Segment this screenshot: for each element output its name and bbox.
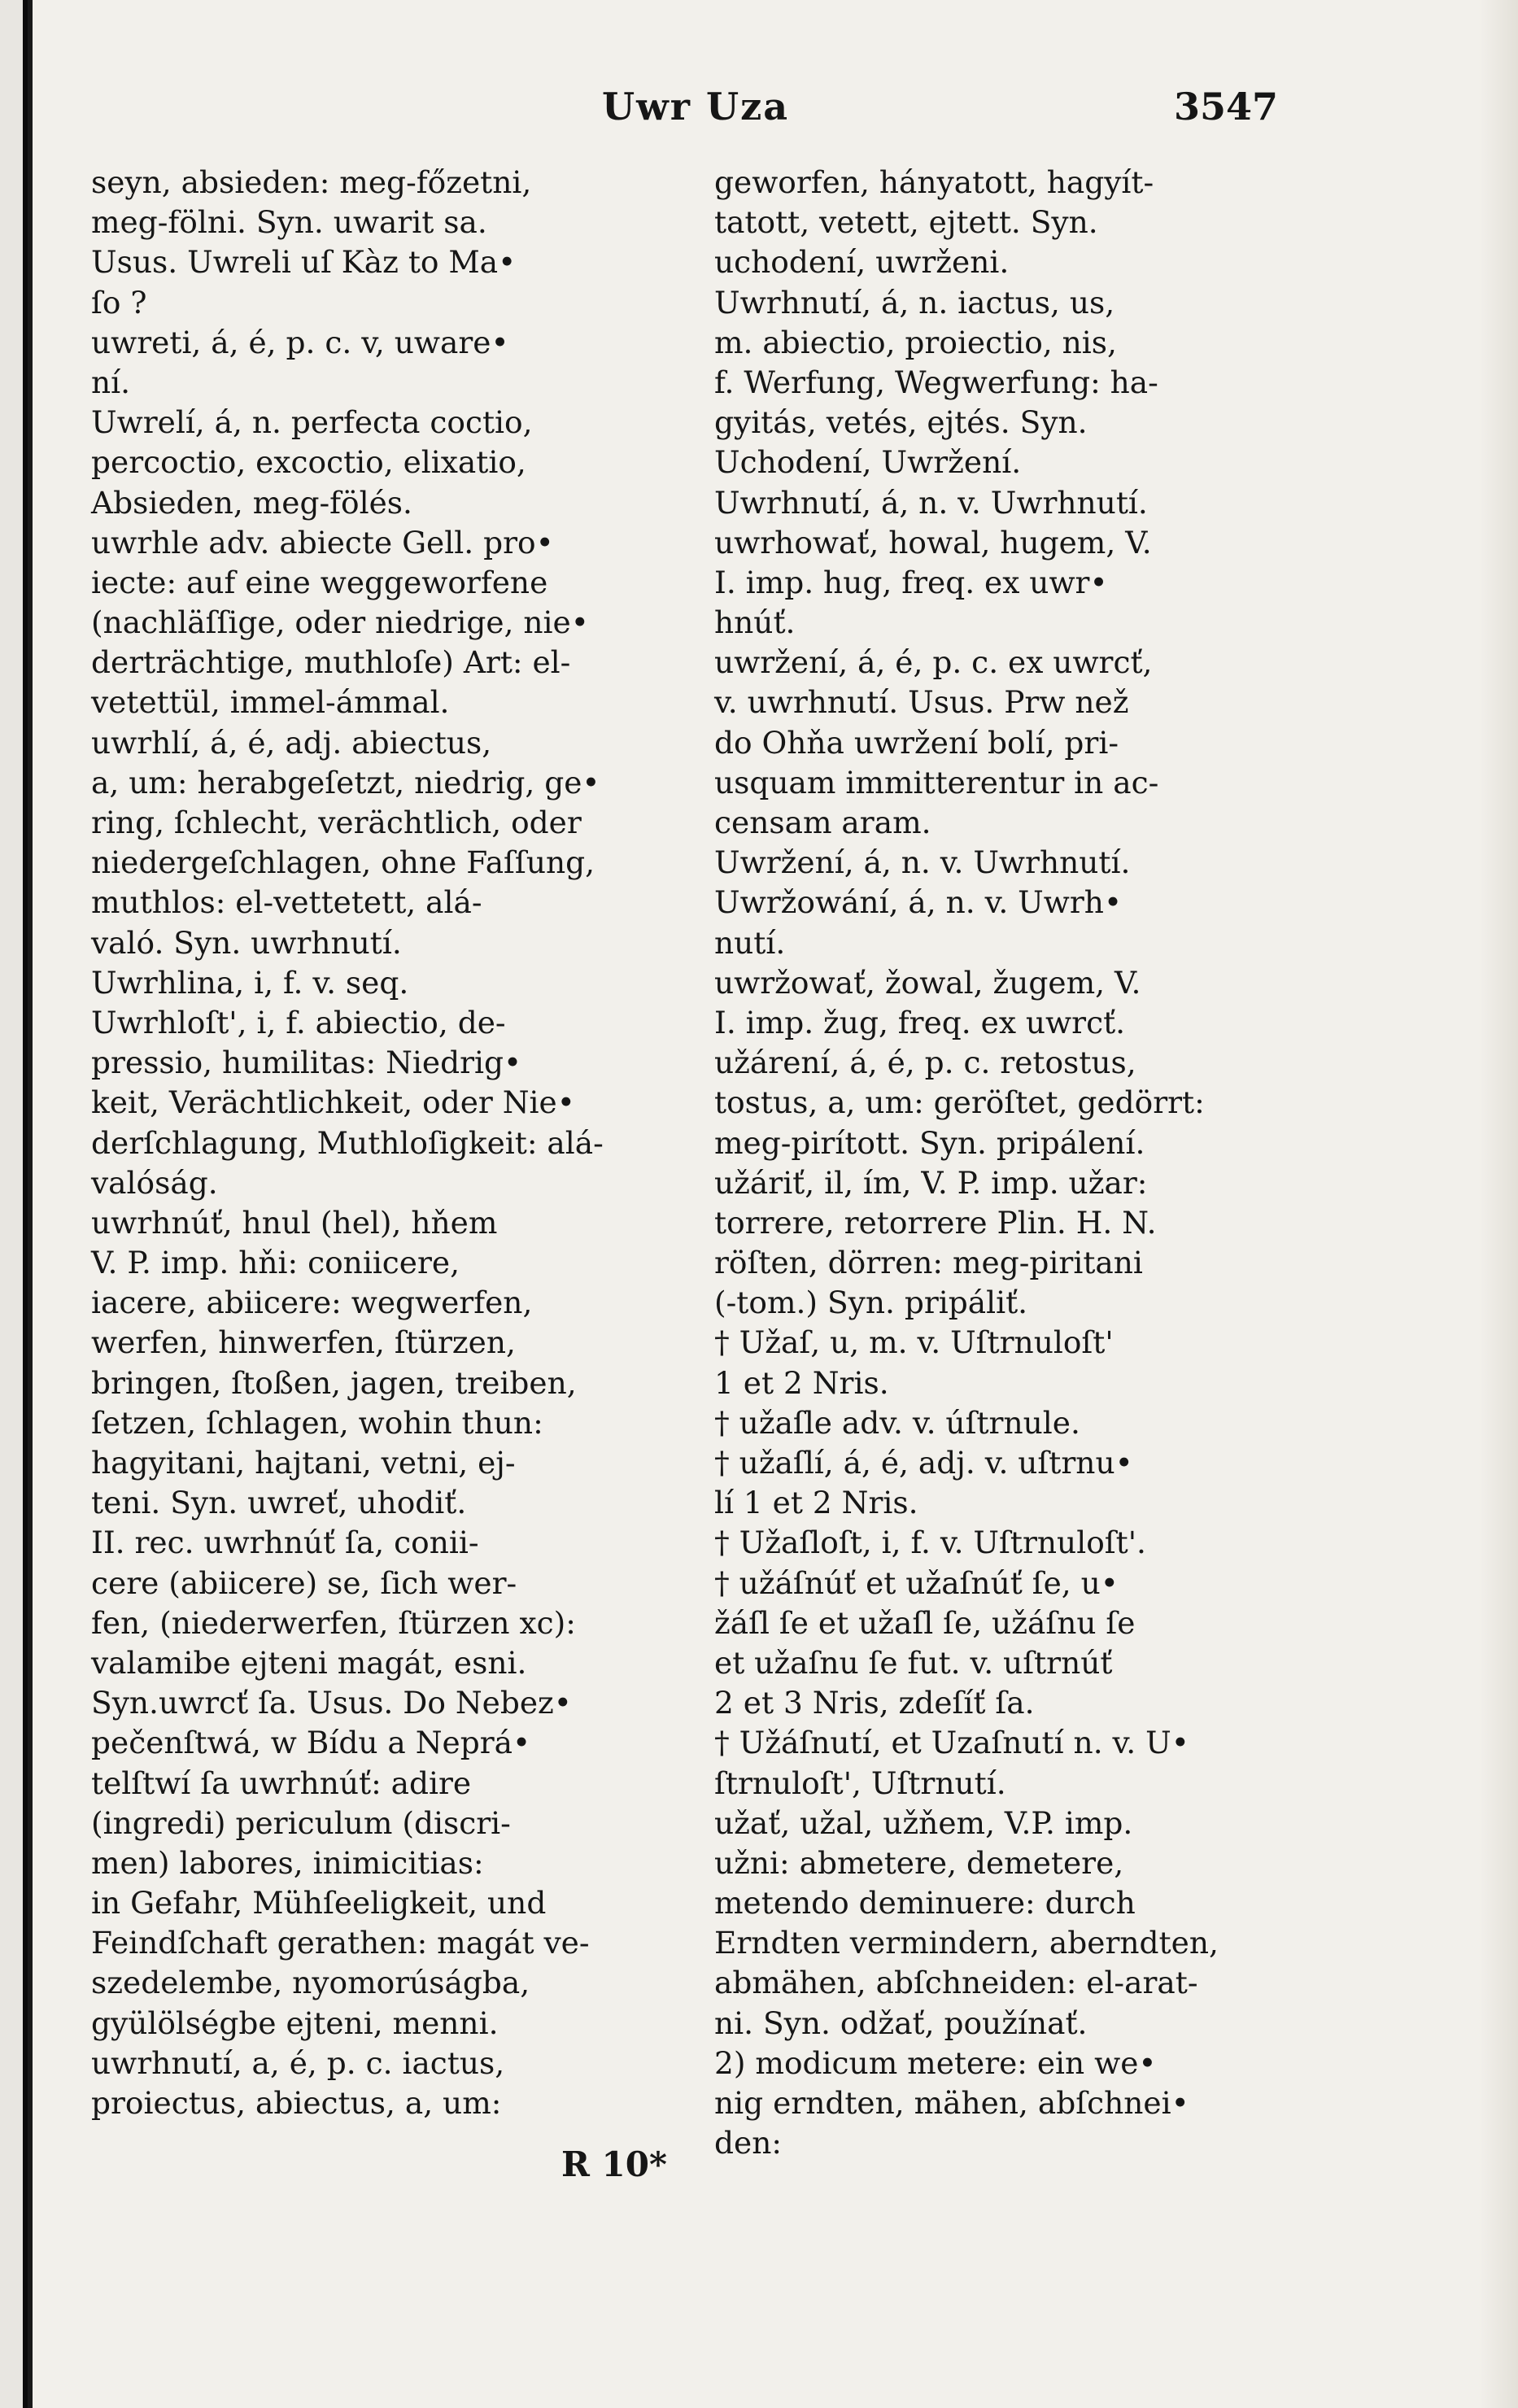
text-line: pečenſtwá, w Bídu a Neprá• (91, 1725, 531, 1761)
text-line: uwrhnúť, hnul (hel), hňem (91, 1204, 498, 1241)
text-line: II. rec. uwrhnúť ſa, conii- (91, 1525, 479, 1561)
text-line: Uwrhloſt', i, f. abiectio, de- (91, 1004, 506, 1040)
text-line: † Užaſloſt, i, f. v. Uſtrnuloſt'. (714, 1525, 1146, 1561)
text-line: a, um: herabgeſetzt, niedrig, ge• (91, 764, 600, 800)
text-line: hagyitani, hajtani, vetni, ej- (91, 1445, 516, 1481)
text-line: Uwrelí, á, n. perfecta coctio, (91, 404, 533, 441)
text-line: Feindſchaft gerathen: magát ve- (91, 1925, 590, 1961)
text-line: uwržowať, žowal, žugem, V. (714, 964, 1141, 1001)
running-head: Uwr Uza (602, 85, 790, 129)
page-number: 3547 (1173, 85, 1278, 129)
text-line: Usus. Uwreli uſ Kàz to Ma• (91, 244, 517, 281)
text-line: † Užáſnutí, et Uzaſnutí n. v. U• (714, 1725, 1189, 1761)
right-column (714, 163, 1333, 2163)
text-line: den: (714, 2125, 782, 2162)
text-line: uwrhlí, á, é, adj. abiectus, (91, 724, 492, 761)
text-line: uwrhowať, howal, hugem, V. (714, 524, 1152, 561)
text-line: vetettül, immel-ámmal. (91, 684, 450, 721)
text-line: ring, ſchlecht, verächtlich, oder (91, 805, 582, 840)
text-line: v. uwrhnutí. Usus. Prw než (714, 684, 1129, 721)
text-line: Syn.uwrcť ſa. Usus. Do Nebez• (91, 1685, 572, 1721)
text-line: 2) modicum metere: ein we• (714, 2044, 1157, 2081)
text-line: ni. Syn. odžať, použínať. (714, 2004, 1088, 2041)
text-line: szedelembe, nyomorúságba, (91, 1965, 530, 2001)
text-line: užárení, á, é, p. c. retostus, (714, 1045, 1136, 1081)
text-line: valóság. (91, 1164, 218, 1201)
text-line: Uwržowání, á, n. v. Uwrh• (714, 884, 1123, 921)
text-line: Uwrhlina, i, f. v. seq. (91, 964, 409, 1001)
text-line: seyn, absieden: meg-főzetni, (91, 164, 532, 200)
text-line: torrere, retorrere Plin. H. N. (714, 1204, 1157, 1241)
text-line: † užáſnúť et užaſnúť ſe, u• (714, 1564, 1119, 1601)
text-line: derſchlagung, Muthloſigkeit: alá- (91, 1124, 604, 1161)
text-line: derträchtige, muthloſe) Art: el- (91, 644, 571, 681)
text-line: uwrhle adv. abiecte Gell. pro• (91, 524, 554, 561)
text-line: fen, (niederwerfen, ſtürzen xc): (91, 1604, 576, 1641)
text-line: (ingredi) periculum (discri- (91, 1804, 511, 1841)
text-line: iacere, abiicere: wegwerfen, (91, 1285, 533, 1321)
text-line: gyitás, vetés, ejtés. Syn. (714, 404, 1088, 441)
text-line: abmähen, abſchneiden: el-arat- (714, 1965, 1198, 2001)
text-line: meg-pirított. Syn. pripálení. (714, 1124, 1145, 1161)
text-line: m. abiectio, proiectio, nis, (714, 324, 1117, 360)
text-line: werfen, hinwerfen, ſtürzen, (91, 1324, 516, 1361)
text-line: † Užaſ, u, m. v. Uſtrnuloſt' (714, 1324, 1114, 1361)
text-line: uwržení, á, é, p. c. ex uwrcť, (714, 644, 1153, 681)
text-line: való. Syn. uwrhnutí. (91, 924, 402, 961)
text-line: metendo deminuere: durch (714, 1885, 1136, 1922)
text-line: Uwrhnutí, á, n. v. Uwrhnutí. (714, 484, 1148, 521)
adjacent-page-edge (0, 0, 28, 2408)
text-line: Uwržení, á, n. v. Uwrhnutí. (714, 844, 1131, 881)
text-line: et užaſnu ſe fut. v. uſtrnúť (714, 1644, 1113, 1681)
text-line: Absieden, meg-fölés. (91, 484, 412, 521)
text-line: ſtrnuloſt', Uſtrnutí. (714, 1765, 1006, 1801)
text-line: † užaſlí, á, é, adj. v. uſtrnu• (714, 1445, 1133, 1481)
text-line: bringen, ſtoßen, jagen, treiben, (91, 1364, 577, 1401)
text-line: pressio, humilitas: Niedrig• (91, 1045, 522, 1081)
text-line: röſten, dörren: meg-piritani (714, 1245, 1143, 1281)
text-line: žáſl ſe et užaſl ſe, užáſnu ſe (714, 1604, 1136, 1641)
text-line: proiectus, abiectus, a, um: (91, 2085, 502, 2121)
text-line: užáriť, il, ím, V. P. imp. užar: (714, 1164, 1148, 1201)
text-line: usquam immitterentur in ac- (714, 764, 1159, 800)
text-line: lí 1 et 2 Nris. (714, 1485, 918, 1521)
text-line: užni: abmetere, demetere, (714, 1844, 1124, 1881)
text-line: gyülölségbe ejteni, menni. (91, 2004, 499, 2041)
text-line: nig erndten, mähen, abſchnei• (714, 2085, 1189, 2121)
text-line: do Ohňa uwržení bolí, pri- (714, 724, 1119, 761)
text-line: ſetzen, ſchlagen, wohin thun: (91, 1404, 543, 1441)
text-line: tostus, a, um: geröſtet, gedörrt: (714, 1084, 1205, 1121)
text-line: hnúť. (714, 604, 796, 641)
text-line: meg-fölni. Syn. uwarit sa. (91, 204, 487, 241)
text-line: 2 et 3 Nris, zdeſíť ſa. (714, 1685, 1035, 1721)
text-line: muthlos: el-vettetett, alá- (91, 884, 482, 921)
text-line: Uchodení, Uwržení. (714, 444, 1022, 481)
text-line: f. Werfung, Wegwerfung: ha- (714, 364, 1158, 400)
text-line: (-tom.) Syn. pripáliť. (714, 1285, 1028, 1321)
text-line: I. imp. žug, freq. ex uwrcť. (714, 1004, 1126, 1040)
text-line: I. imp. hug, freq. ex uwr• (714, 564, 1108, 600)
dictionary-page (33, 0, 1518, 2408)
text-line: valamibe ejteni magát, esni. (91, 1644, 527, 1681)
left-column (91, 163, 726, 2123)
signature-mark: R 10* (561, 2144, 667, 2184)
text-line: geworfen, hányatott, hagyít- (714, 164, 1154, 200)
page-edge-shading (1479, 0, 1518, 2408)
text-line: uchodení, uwrženi. (714, 244, 1010, 281)
text-line: in Gefahr, Mühſeeligkeit, und (91, 1885, 547, 1922)
text-line: 1 et 2 Nris. (714, 1364, 889, 1401)
text-line: cere (abiicere) se, ſich wer- (91, 1564, 517, 1601)
text-line: uwrhnutí, a, é, p. c. iactus, (91, 2044, 505, 2081)
text-line: Erndten vermindern, aberndten, (714, 1925, 1219, 1961)
text-line: tatott, vetett, ejtett. Syn. (714, 204, 1098, 241)
page-header (33, 85, 1518, 142)
text-line: censam aram. (714, 805, 931, 840)
text-line: teni. Syn. uwreť, uhodiť. (91, 1485, 467, 1521)
text-line: V. P. imp. hňi: coniicere, (91, 1245, 460, 1281)
text-line: nutí. (714, 924, 786, 961)
text-line: niedergeſchlagen, ohne Faſſung, (91, 844, 595, 881)
text-line: (nachläſſige, oder niedrige, nie• (91, 604, 589, 641)
text-line: užať, užal, užňem, V.P. imp. (714, 1804, 1133, 1841)
text-line: iecte: auf eine weggeworfene (91, 564, 548, 600)
text-line: uwreti, á, é, p. c. v, uware• (91, 324, 509, 360)
text-line: keit, Verächtlichkeit, oder Nie• (91, 1084, 575, 1121)
text-line: † užaſle adv. v. úſtrnule. (714, 1404, 1080, 1441)
text-line: ſo ? (91, 284, 147, 321)
text-line: Uwrhnutí, á, n. iactus, us, (714, 284, 1115, 321)
text-line: ní. (91, 364, 131, 400)
text-line: telſtwí ſa uwrhnúť: adire (91, 1765, 472, 1801)
text-line: men) labores, inimicitias: (91, 1844, 484, 1881)
text-line: percoctio, excoctio, elixatio, (91, 444, 526, 481)
